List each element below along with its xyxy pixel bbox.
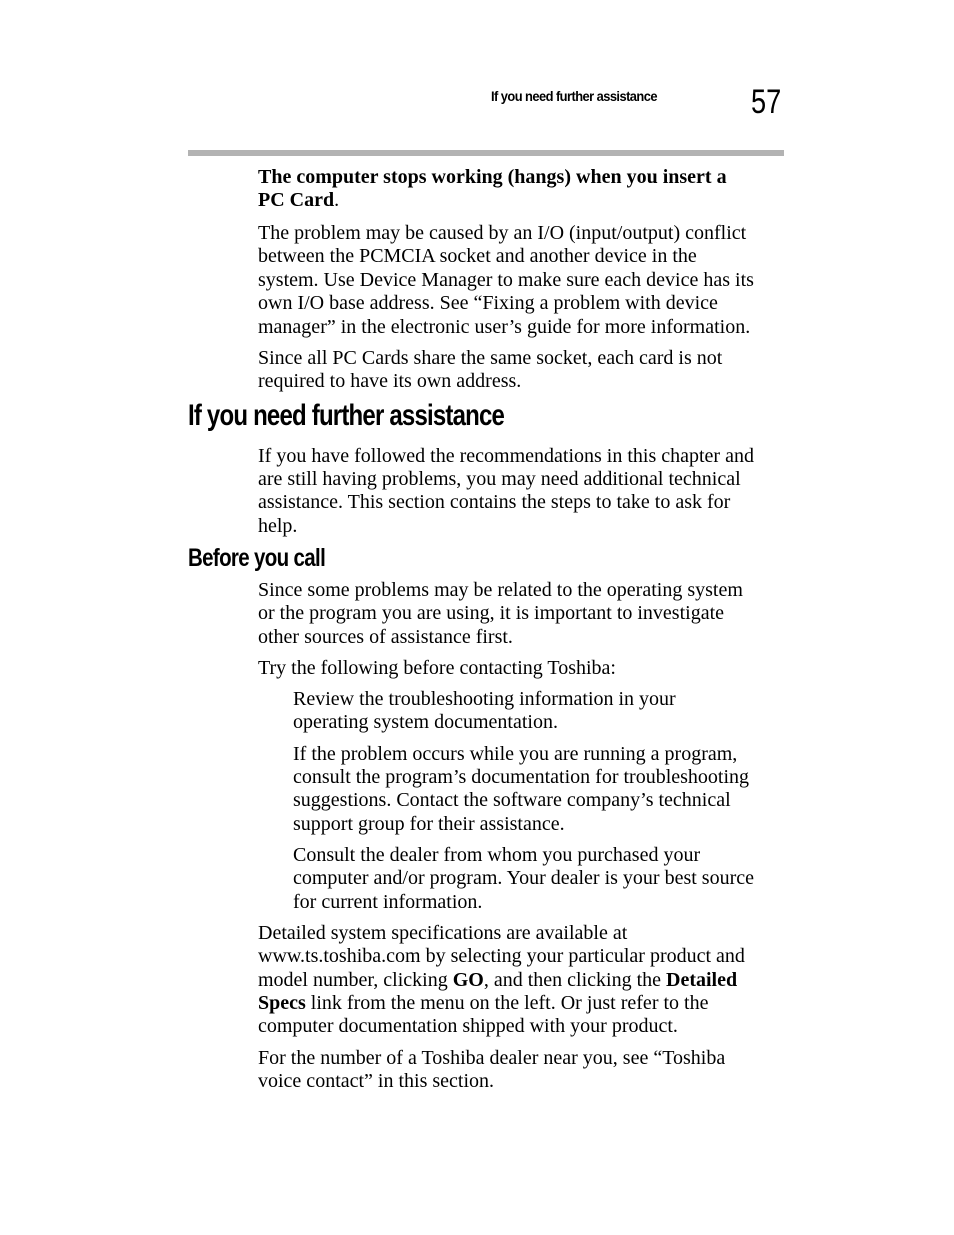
specs-term: Specs bbox=[258, 992, 306, 1014]
para-line: between the PCMCIA socket and another device in the bbox=[258, 245, 697, 267]
list-item-line: If the problem occurs while you are running a program, bbox=[293, 743, 738, 765]
para-line: other sources of assistance first. bbox=[258, 626, 513, 648]
para-line: own I/O base address. See “Fixing a problem with device bbox=[258, 292, 718, 314]
para-line bbox=[258, 992, 708, 1015]
para-line: computer documentation shipped with your product. bbox=[258, 1015, 678, 1037]
para-line: required to have its own address. bbox=[258, 370, 522, 392]
list-item-line: support group for their assistance. bbox=[293, 813, 565, 835]
para-line: Since some problems may be related to the operating system bbox=[258, 579, 743, 601]
problem-title bbox=[258, 166, 727, 189]
section-heading-assistance: If you need further assistance bbox=[188, 399, 505, 432]
text-run: link from the menu on the left. Or just refer to the bbox=[305, 992, 709, 1014]
para-line: assistance. This section contains the steps to take to ask for bbox=[258, 491, 731, 513]
para-line: For the number of a Toshiba dealer near you, see “Toshiba bbox=[258, 1047, 726, 1069]
para-line bbox=[258, 969, 737, 992]
para-line: Detailed system specifications are available at bbox=[258, 922, 628, 944]
problem-title-cont bbox=[258, 189, 339, 212]
list-item-line: consult the program’s documentation for troubleshooting bbox=[293, 766, 750, 788]
list-item-line: Review the troubleshooting information in your bbox=[293, 688, 676, 710]
page-number: 57 bbox=[751, 83, 782, 121]
text-run: , and then clicking the bbox=[483, 969, 667, 991]
problem-title-period: . bbox=[334, 189, 340, 211]
para-line: Try the following before contacting Toshiba: bbox=[258, 657, 616, 679]
para-line: are still having problems, you may need additional technical bbox=[258, 468, 741, 490]
para-line: The problem may be caused by an I/O (input/output) conflict bbox=[258, 222, 747, 244]
problem-title-line-2: PC Card bbox=[258, 189, 335, 211]
list-item-line: Consult the dealer from whom you purchased your bbox=[293, 844, 701, 866]
para-line: If you have followed the recommendations in this chapter and bbox=[258, 445, 754, 467]
subsection-heading-before-you-call: Before you call bbox=[188, 544, 326, 572]
go-term: GO bbox=[452, 969, 484, 991]
text-run: model number, clicking bbox=[258, 969, 453, 991]
header-rule bbox=[188, 150, 784, 156]
detailed-term: Detailed bbox=[666, 969, 738, 991]
para-line: Since all PC Cards share the same socket, each card is not bbox=[258, 347, 723, 369]
list-item-line: computer and/or program. Your dealer is your best source bbox=[293, 867, 754, 889]
para-line: manager” in the electronic user’s guide for more information. bbox=[258, 316, 751, 338]
problem-title-line-1: The computer stops working (hangs) when you insert a bbox=[258, 166, 727, 188]
list-item-line: for current information. bbox=[293, 891, 483, 913]
list-item-line: operating system documentation. bbox=[293, 711, 558, 733]
list-item-line: suggestions. Contact the software company’s technical bbox=[293, 789, 731, 811]
para-line: www.ts.toshiba.com by selecting your particular product and bbox=[258, 945, 745, 967]
para-line: system. Use Device Manager to make sure each device has its bbox=[258, 269, 754, 291]
para-line: help. bbox=[258, 515, 298, 537]
running-header-title: If you need further assistance bbox=[491, 88, 657, 104]
para-line: voice contact” in this section. bbox=[258, 1070, 495, 1092]
para-line: or the program you are using, it is important to investigate bbox=[258, 602, 725, 624]
